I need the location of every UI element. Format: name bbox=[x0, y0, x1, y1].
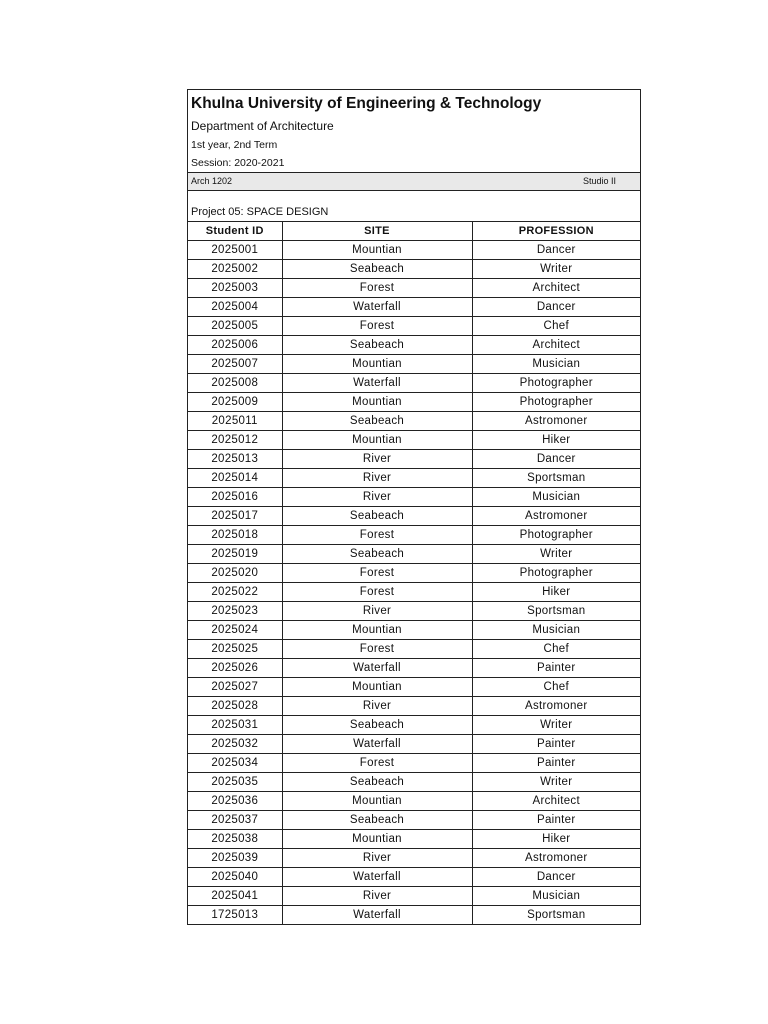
table-header-row bbox=[188, 222, 640, 241]
site-cell: Waterfall bbox=[282, 906, 472, 925]
table-row bbox=[188, 469, 640, 488]
student-id-cell: 2025006 bbox=[188, 336, 282, 355]
site-cell: Mountian bbox=[282, 431, 472, 450]
site-cell: Mountian bbox=[282, 678, 472, 697]
profession-cell: Musician bbox=[472, 488, 640, 507]
site-cell: Waterfall bbox=[282, 659, 472, 678]
table-row bbox=[188, 659, 640, 678]
student-id-cell: 2025038 bbox=[188, 830, 282, 849]
site-cell: Forest bbox=[282, 564, 472, 583]
profession-cell: Astromoner bbox=[472, 697, 640, 716]
site-cell: Mountian bbox=[282, 241, 472, 260]
site-cell: Mountian bbox=[282, 355, 472, 374]
profession-cell: Musician bbox=[472, 621, 640, 640]
profession-cell: Chef bbox=[472, 640, 640, 659]
profession-cell: Photographer bbox=[472, 564, 640, 583]
table-row bbox=[188, 412, 640, 431]
student-id-cell: 1725013 bbox=[188, 906, 282, 925]
student-id-cell: 2025036 bbox=[188, 792, 282, 811]
table-row bbox=[188, 773, 640, 792]
site-cell: Forest bbox=[282, 279, 472, 298]
profession-cell: Photographer bbox=[472, 393, 640, 412]
student-id-cell: 2025007 bbox=[188, 355, 282, 374]
student-id-cell: 2025023 bbox=[188, 602, 282, 621]
column-header-site: SITE bbox=[282, 222, 472, 241]
student-id-cell: 2025002 bbox=[188, 260, 282, 279]
table-row bbox=[188, 298, 640, 317]
spacer bbox=[188, 191, 640, 204]
profession-cell: Sportsman bbox=[472, 906, 640, 925]
table-row bbox=[188, 830, 640, 849]
profession-cell: Astromoner bbox=[472, 412, 640, 431]
table-row bbox=[188, 545, 640, 564]
table-row bbox=[188, 868, 640, 887]
student-id-cell: 2025039 bbox=[188, 849, 282, 868]
site-cell: Forest bbox=[282, 317, 472, 336]
profession-cell: Painter bbox=[472, 659, 640, 678]
table-row bbox=[188, 849, 640, 868]
site-cell: River bbox=[282, 602, 472, 621]
student-id-cell: 2025003 bbox=[188, 279, 282, 298]
profession-cell: Architect bbox=[472, 792, 640, 811]
profession-cell: Photographer bbox=[472, 374, 640, 393]
profession-cell: Astromoner bbox=[472, 849, 640, 868]
table-row bbox=[188, 431, 640, 450]
profession-cell: Sportsman bbox=[472, 469, 640, 488]
student-id-cell: 2025008 bbox=[188, 374, 282, 393]
site-cell: Forest bbox=[282, 583, 472, 602]
profession-cell: Dancer bbox=[472, 868, 640, 887]
assignment-table bbox=[188, 221, 640, 924]
student-id-cell: 2025018 bbox=[188, 526, 282, 545]
profession-cell: Dancer bbox=[472, 241, 640, 260]
table-row bbox=[188, 507, 640, 526]
site-cell: Forest bbox=[282, 526, 472, 545]
studio-label: Studio II bbox=[582, 176, 616, 186]
student-id-cell: 2025035 bbox=[188, 773, 282, 792]
site-cell: Forest bbox=[282, 754, 472, 773]
student-id-cell: 2025032 bbox=[188, 735, 282, 754]
profession-cell: Hiker bbox=[472, 830, 640, 849]
table-row bbox=[188, 602, 640, 621]
table-row bbox=[188, 640, 640, 659]
site-cell: Seabeach bbox=[282, 336, 472, 355]
site-cell: River bbox=[282, 697, 472, 716]
site-cell: Waterfall bbox=[282, 298, 472, 317]
course-bar bbox=[188, 173, 640, 191]
profession-cell: Writer bbox=[472, 773, 640, 792]
student-id-cell: 2025012 bbox=[188, 431, 282, 450]
site-cell: Seabeach bbox=[282, 811, 472, 830]
course-code: Arch 1202 bbox=[191, 176, 233, 186]
student-id-cell: 2025028 bbox=[188, 697, 282, 716]
profession-cell: Hiker bbox=[472, 431, 640, 450]
student-id-cell: 2025026 bbox=[188, 659, 282, 678]
profession-cell: Painter bbox=[472, 754, 640, 773]
site-cell: Mountian bbox=[282, 792, 472, 811]
profession-cell: Architect bbox=[472, 336, 640, 355]
student-id-cell: 2025022 bbox=[188, 583, 282, 602]
student-id-cell: 2025013 bbox=[188, 450, 282, 469]
student-id-cell: 2025041 bbox=[188, 887, 282, 906]
profession-cell: Writer bbox=[472, 545, 640, 564]
site-cell: River bbox=[282, 450, 472, 469]
site-cell: Seabeach bbox=[282, 412, 472, 431]
site-cell: Forest bbox=[282, 640, 472, 659]
profession-cell: Hiker bbox=[472, 583, 640, 602]
table-row bbox=[188, 716, 640, 735]
table-row bbox=[188, 374, 640, 393]
site-cell: Mountian bbox=[282, 621, 472, 640]
profession-cell: Writer bbox=[472, 716, 640, 735]
table-row bbox=[188, 697, 640, 716]
site-cell: River bbox=[282, 469, 472, 488]
student-id-cell: 2025037 bbox=[188, 811, 282, 830]
student-id-cell: 2025020 bbox=[188, 564, 282, 583]
student-id-cell: 2025040 bbox=[188, 868, 282, 887]
site-cell: Seabeach bbox=[282, 260, 472, 279]
profession-cell: Painter bbox=[472, 811, 640, 830]
student-id-cell: 2025031 bbox=[188, 716, 282, 735]
table-row bbox=[188, 260, 640, 279]
student-id-cell: 2025034 bbox=[188, 754, 282, 773]
student-id-cell: 2025019 bbox=[188, 545, 282, 564]
profession-cell: Writer bbox=[472, 260, 640, 279]
student-id-cell: 2025016 bbox=[188, 488, 282, 507]
table-row bbox=[188, 621, 640, 640]
table-row bbox=[188, 754, 640, 773]
project-title: Project 05: SPACE DESIGN bbox=[191, 206, 329, 218]
department-name: Department of Architecture bbox=[191, 119, 334, 133]
session: Session: 2020-2021 bbox=[188, 154, 640, 173]
profession-cell: Chef bbox=[472, 317, 640, 336]
profession-cell: Sportsman bbox=[472, 602, 640, 621]
table-row bbox=[188, 393, 640, 412]
table-row bbox=[188, 450, 640, 469]
site-cell: River bbox=[282, 488, 472, 507]
student-id-cell: 2025004 bbox=[188, 298, 282, 317]
site-cell: Mountian bbox=[282, 393, 472, 412]
table-row bbox=[188, 336, 640, 355]
student-id-cell: 2025009 bbox=[188, 393, 282, 412]
table-row bbox=[188, 317, 640, 336]
site-cell: River bbox=[282, 849, 472, 868]
profession-cell: Chef bbox=[472, 678, 640, 697]
site-cell: Seabeach bbox=[282, 507, 472, 526]
site-cell: Seabeach bbox=[282, 773, 472, 792]
assignment-sheet bbox=[187, 89, 641, 925]
table-row bbox=[188, 526, 640, 545]
profession-cell: Architect bbox=[472, 279, 640, 298]
table-row bbox=[188, 735, 640, 754]
site-cell: Waterfall bbox=[282, 735, 472, 754]
site-cell: Seabeach bbox=[282, 716, 472, 735]
profession-cell: Astromoner bbox=[472, 507, 640, 526]
profession-cell: Dancer bbox=[472, 298, 640, 317]
table-row bbox=[188, 583, 640, 602]
column-header-profession: PROFESSION bbox=[472, 222, 640, 241]
student-id-cell: 2025011 bbox=[188, 412, 282, 431]
student-id-cell: 2025001 bbox=[188, 241, 282, 260]
site-cell: River bbox=[282, 887, 472, 906]
table-row bbox=[188, 792, 640, 811]
university-title: Khulna University of Engineering & Technology bbox=[191, 95, 542, 112]
site-cell: Waterfall bbox=[282, 868, 472, 887]
student-id-cell: 2025025 bbox=[188, 640, 282, 659]
student-id-cell: 2025005 bbox=[188, 317, 282, 336]
profession-cell: Painter bbox=[472, 735, 640, 754]
student-id-cell: 2025017 bbox=[188, 507, 282, 526]
student-id-cell: 2025027 bbox=[188, 678, 282, 697]
table-row bbox=[188, 811, 640, 830]
table-row bbox=[188, 887, 640, 906]
table-row bbox=[188, 488, 640, 507]
student-id-cell: 2025014 bbox=[188, 469, 282, 488]
table-row bbox=[188, 906, 640, 925]
table-row bbox=[188, 279, 640, 298]
site-cell: Seabeach bbox=[282, 545, 472, 564]
profession-cell: Musician bbox=[472, 887, 640, 906]
profession-cell: Musician bbox=[472, 355, 640, 374]
site-cell: Waterfall bbox=[282, 374, 472, 393]
table-row bbox=[188, 355, 640, 374]
year-term: 1st year, 2nd Term bbox=[191, 139, 278, 151]
student-id-cell: 2025024 bbox=[188, 621, 282, 640]
profession-cell: Dancer bbox=[472, 450, 640, 469]
table-row bbox=[188, 564, 640, 583]
site-cell: Mountian bbox=[282, 830, 472, 849]
table-row bbox=[188, 678, 640, 697]
profession-cell: Photographer bbox=[472, 526, 640, 545]
column-header-student-id: Student ID bbox=[188, 222, 282, 241]
table-row bbox=[188, 241, 640, 260]
